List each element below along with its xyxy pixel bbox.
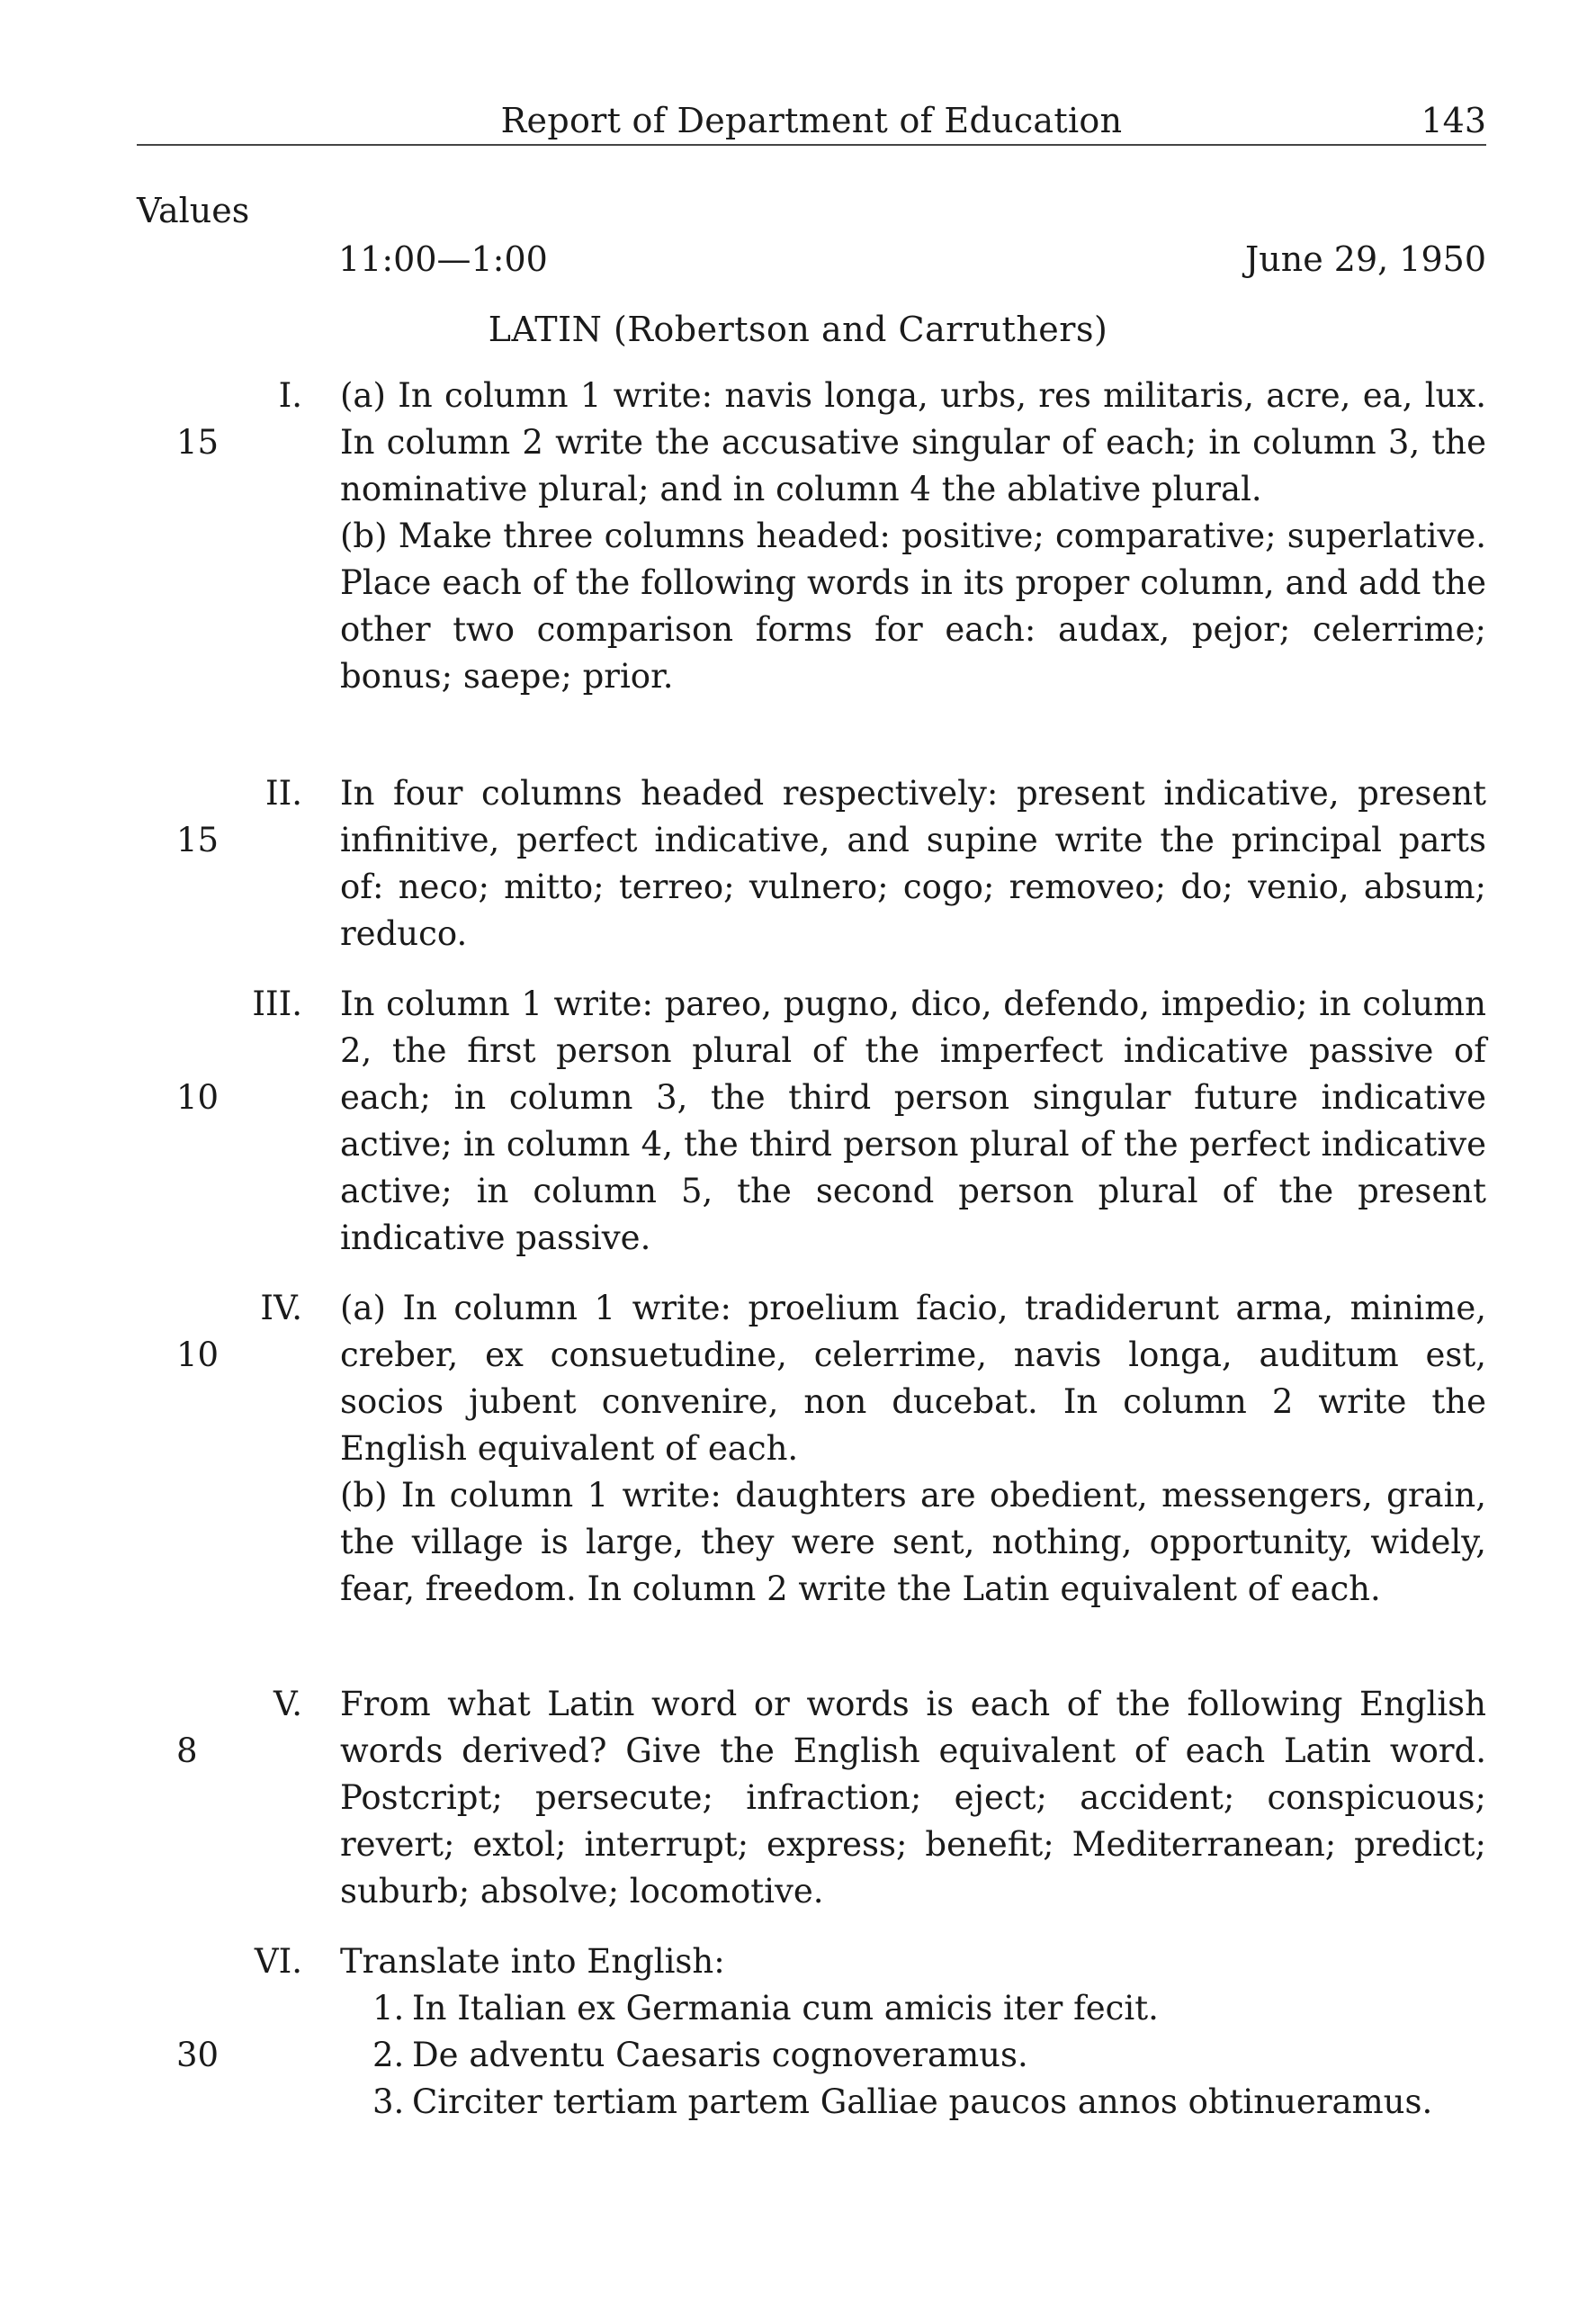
list-item-text: In Italian ex Germania cum amicis iter fecit. bbox=[412, 1989, 1159, 2028]
question-part-a: (a) In column 1 write: proelium facio, tradiderunt arma, minime, creber, ex consuetudine, celerrime, navis longa, auditum est, socios jubent convenire, non ducebat. In column 2 write the English equivalent of each. bbox=[340, 1289, 1486, 1468]
list-item bbox=[340, 1985, 1486, 2032]
question-text: In column 1 write: pareo, pugno, dico, defendo, impedio; in column 2, the first person plural of the imperfect indicative passive of each; in column 3, the third person singular future indicative active; in column 4, the third person plural of the perfect indicative active; in column 5, the second person plural of the present indicative passive. bbox=[340, 985, 1486, 1257]
question-value: 15 bbox=[176, 423, 220, 462]
list-item-text: De adventu Caesaris cognoveramus. bbox=[412, 2036, 1028, 2074]
question-value: 10 bbox=[176, 1335, 220, 1374]
question-value: 30 bbox=[176, 2036, 220, 2074]
question-numeral: III. bbox=[252, 985, 302, 1023]
list-item-number: 2. bbox=[372, 2036, 405, 2074]
running-header bbox=[137, 90, 1486, 146]
question-numeral: IV. bbox=[260, 1289, 302, 1327]
question-body bbox=[340, 1681, 1486, 1915]
question-part-b: (b) Make three columns headed: positive; comparative; superlative. Place each of the following words in its proper column, and add the other two comparison forms for each: audax, pejor; celerrime; bonus; saepe; prior. bbox=[340, 517, 1486, 696]
list-item bbox=[340, 2079, 1486, 2126]
list-item-number: 3. bbox=[372, 2082, 405, 2121]
question-intro: Translate into English: bbox=[340, 1942, 725, 1981]
question-part-b: (b) In column 1 write: daughters are obedient, messengers, grain, the village is large, they were sent, nothing, opportunity, widely, fear, freedom. In column 2 write the Latin equivalent of each. bbox=[340, 1476, 1486, 1608]
question-body bbox=[340, 1285, 1486, 1613]
question-numeral: I. bbox=[278, 376, 302, 415]
question-numeral: II. bbox=[265, 774, 302, 813]
question-value: 8 bbox=[176, 1731, 198, 1770]
exam-subject: LATIN (Robertson and Carruthers) bbox=[488, 310, 1108, 349]
question-text: From what Latin word or words is each of the following English words derived? Give the English equivalent of each Latin word. Postcript; persecute; infraction; eject; accident; conspicuous; revert; extol; interrupt; express; benefit; Mediterranean; predict; suburb; absolve; locomotive. bbox=[340, 1685, 1486, 1911]
exam-time: 11:00—1:00 bbox=[338, 239, 548, 279]
list-item-text: Circiter tertiam partem Galliae paucos annos obtinueramus. bbox=[412, 2082, 1433, 2121]
question-body bbox=[340, 1938, 1486, 2126]
question-body bbox=[340, 770, 1486, 958]
question-body bbox=[340, 981, 1486, 1262]
page-number: 143 bbox=[1421, 101, 1486, 140]
values-column-label: Values bbox=[137, 191, 250, 230]
question-text: In four columns headed respectively: present indicative, present infinitive, perfect indicative, and supine write the principal parts of: neco; mitto; terreo; vulnero; cogo; removeo; do; venio, absum; reduco. bbox=[340, 774, 1486, 953]
translation-list bbox=[340, 1985, 1486, 2126]
question-numeral: V. bbox=[273, 1685, 302, 1723]
list-item-number: 1. bbox=[372, 1989, 405, 2028]
question-numeral: VI. bbox=[254, 1942, 302, 1981]
question-part-a: (a) In column 1 write: navis longa, urbs, res militaris, acre, ea, lux. In column 2 write the accusative singular of each; in column 3, the nominative plural; and in column 4 the ablative plural. bbox=[340, 376, 1486, 508]
question-value: 15 bbox=[176, 821, 220, 859]
exam-date: June 29, 1950 bbox=[1245, 239, 1486, 279]
question-value: 10 bbox=[176, 1078, 220, 1117]
running-title: Report of Department of Education bbox=[500, 101, 1123, 140]
list-item bbox=[340, 2032, 1486, 2079]
question-body bbox=[340, 373, 1486, 700]
